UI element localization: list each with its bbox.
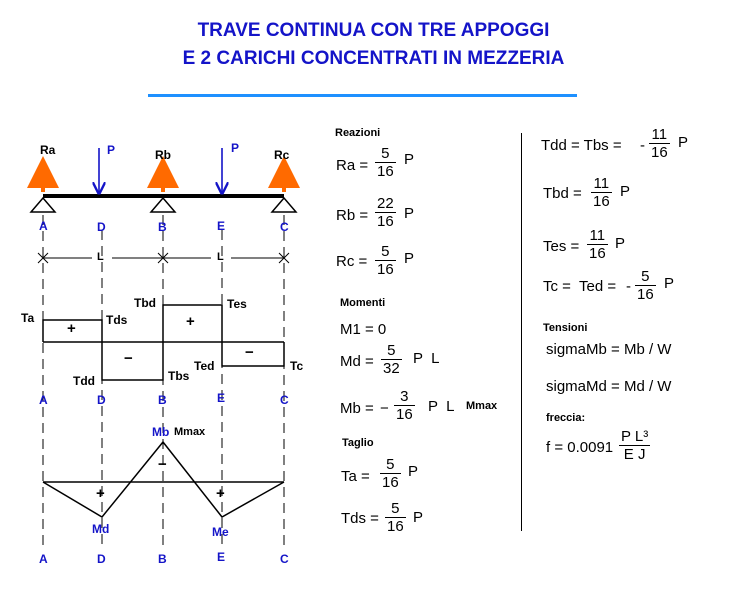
label-mb: Mb [152,425,170,439]
tbd-fraction [591,175,612,210]
tbd-p: P [620,183,631,200]
label-load-p-d: P [107,143,116,157]
tc-lhs: Tc = Ted = [543,278,617,295]
label-rc: Rc [274,148,290,162]
support-b [151,198,175,212]
point-d-mid: D [97,393,106,407]
tensioni-title: Tensioni [543,322,588,334]
point-c-bottom: C [280,552,289,566]
title-line-1: TRAVE CONTINUA CON TRE APPOGGI [197,20,550,41]
tdd-lhs: Tdd = Tbs = [541,137,622,154]
column-separator [521,133,522,531]
mb-pl: P L [428,398,455,415]
tc-den: 16 [637,286,654,303]
point-e-mid: E [217,391,226,405]
shear-minus-1: − [124,350,133,367]
md-pl: P L [413,350,440,367]
tc-fraction [635,268,656,303]
tbd-num: 11 [591,175,612,193]
rb-lhs: Rb = [336,207,369,224]
mb-num: 3 [394,388,415,406]
point-b-bottom: B [158,552,167,566]
tbd-lhs: Tbd = [543,185,582,202]
ra-num: 5 [375,145,396,163]
shear-plus-1: + [67,320,76,337]
point-c-top: C [280,220,289,234]
mb-lhs: Mb = [340,400,374,417]
mb-den: 16 [396,406,413,423]
ra-den: 16 [377,163,394,180]
f-lhs: f = 0.0091 [546,439,614,456]
tes-p: P [615,235,626,252]
tc-num: 5 [635,268,656,286]
md-lhs: Md = [340,353,374,370]
span-l-2: L [217,251,224,263]
label-ted: Ted [194,359,215,373]
moment-minus: − [158,456,167,473]
span-l-1: L [97,251,104,263]
ta-num: 5 [380,456,401,474]
ra-lhs: Ra = [336,157,369,174]
label-me: Me [212,525,229,539]
ra-fraction [375,145,396,180]
shear-diagram [43,305,284,380]
tbd-den: 16 [593,193,610,210]
tes-lhs: Tes = [543,238,580,255]
mb-minus: − [380,400,389,417]
point-b-mid: B [158,393,167,407]
md-den: 32 [383,360,400,377]
tds-den: 16 [387,518,404,535]
tes-num: 11 [587,227,608,245]
point-a-mid: A [39,393,48,407]
rb-p: P [404,205,415,222]
rc-p: P [404,250,415,267]
label-tdd: Tdd [73,374,95,388]
freccia-title: freccia: [546,412,586,424]
shear-plus-2: + [186,313,195,330]
rc-num: 5 [375,243,396,261]
support-c [272,198,296,212]
point-a-bottom: A [39,552,48,566]
ta-fraction [380,456,401,491]
m1-formula: M1 = 0 [340,321,387,338]
tds-fraction [385,500,406,535]
mb-fraction [394,388,415,423]
label-tbd: Tbd [134,296,156,310]
label-tes: Tes [227,297,247,311]
label-mmax-diagram: Mmax [174,426,206,438]
rc-den: 16 [377,261,394,278]
tdd-p: P [678,134,689,151]
tdd-den: 16 [651,144,668,161]
tdd-num: 11 [649,126,670,144]
taglio-title: Taglio [342,437,374,449]
momenti-title: Momenti [340,297,386,309]
tc-minus: - [626,278,631,295]
tdd-fraction [649,126,670,161]
label-ta: Ta [21,311,35,325]
point-a-top: A [39,219,48,233]
rb-den: 16 [377,213,394,230]
ta-lhs: Ta = [341,468,370,485]
tes-den: 16 [589,245,606,262]
ta-p: P [408,463,419,480]
tdd-minus: - [640,137,645,154]
label-rb: Rb [155,148,171,162]
f-fraction [619,428,650,463]
label-load-p-e: P [231,141,240,155]
label-tbs: Tbs [168,369,190,383]
f-den: E J [623,446,646,463]
tc-p: P [664,275,675,292]
rb-num: 22 [377,195,394,212]
label-tc: Tc [290,359,304,373]
label-md: Md [92,522,110,536]
sigma-mb-formula: sigmaMb = Mb / W [546,341,672,358]
sigma-md-formula: sigmaMd = Md / W [546,378,672,395]
rb-fraction [375,195,396,230]
point-e-bottom: E [217,550,226,564]
rc-lhs: Rc = [336,253,368,270]
mb-mmax: Mmax [466,400,498,412]
rc-fraction [375,243,396,278]
ra-p: P [404,151,415,168]
f-num: P L³ [621,428,649,445]
point-c-mid: C [280,393,289,407]
tes-fraction [587,227,608,262]
md-num: 5 [381,342,402,360]
tds-p: P [413,509,424,526]
reazioni-title: Reazioni [335,127,381,139]
point-d-bottom: D [97,552,106,566]
label-ra: Ra [40,143,56,157]
moment-plus-2: + [216,485,225,502]
label-tds: Tds [106,313,128,327]
point-b-top: B [158,220,167,234]
title-line-2: E 2 CARICHI CONCENTRATI IN MEZZERIA [182,48,565,69]
point-e-top: E [217,219,226,233]
shear-minus-2: − [245,344,254,361]
point-d-top: D [97,220,106,234]
reaction-arrows [43,172,284,192]
tds-num: 5 [385,500,406,518]
md-fraction [381,342,402,377]
ta-den: 16 [382,474,399,491]
support-a [31,198,55,212]
tds-lhs: Tds = [341,510,379,527]
moment-plus-1: + [96,485,105,502]
